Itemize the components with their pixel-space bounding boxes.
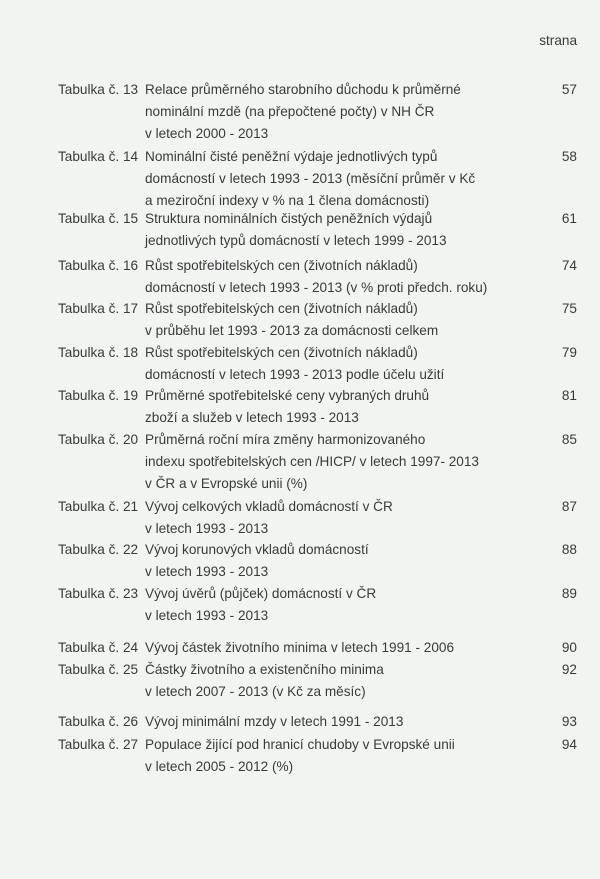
title-line: a meziroční indexy v % na 1 člena domácnosti) [145, 193, 430, 208]
title-line: v letech 2005 - 2012 (%) [145, 759, 294, 774]
title-line: v ČR a v Evropské unii (%) [145, 476, 308, 491]
title-line: v průběhu let 1993 - 2013 za domácnosti celkem [145, 323, 439, 338]
page-number: 74 [561, 258, 577, 273]
table-title [145, 342, 525, 386]
table-number: Tabulka č. 25 [58, 662, 139, 677]
page-number: 88 [561, 542, 577, 557]
table-title [145, 637, 525, 659]
table-number: Tabulka č. 22 [58, 542, 139, 557]
table-title [145, 146, 525, 212]
title-line: Vývoj minimální mzdy v letech 1991 - 2013 [145, 714, 404, 729]
title-line: zboží a služeb v letech 1993 - 2013 [145, 410, 359, 425]
table-number: Tabulka č. 27 [58, 737, 139, 752]
title-line: Nominální čisté peněžní výdaje jednotlivých typů [145, 149, 438, 164]
table-title [145, 659, 525, 703]
table-number: Tabulka č. 20 [58, 432, 139, 447]
table-number: Tabulka č. 16 [58, 258, 139, 273]
page-number: 94 [561, 737, 577, 752]
page-number: 79 [561, 345, 577, 360]
title-line: jednotlivých typů domácností v letech 1999 - 2013 [145, 233, 447, 248]
title-line: indexu spotřebitelských cen /HICP/ v letech 1997- 2013 [145, 454, 479, 469]
page-number: 92 [561, 662, 577, 677]
table-title [145, 79, 525, 145]
page-number: 58 [561, 149, 577, 164]
table-number: Tabulka č. 15 [58, 211, 139, 226]
title-line: v letech 2007 - 2013 (v Kč za měsíc) [145, 684, 366, 699]
table-number: Tabulka č. 24 [58, 640, 139, 655]
page-number: 85 [561, 432, 577, 447]
title-line: Struktura nominálních čistých peněžních výdajů [145, 211, 433, 226]
title-line: Částky životního a existenčního minima [145, 662, 384, 677]
table-title [145, 583, 525, 627]
page-number: 89 [561, 586, 577, 601]
table-title [145, 208, 525, 252]
table-title [145, 496, 525, 540]
table-title [145, 734, 525, 778]
title-line: Vývoj částek životního minima v letech 1991 - 2006 [145, 640, 455, 655]
title-line: Růst spotřebitelských cen (životních nákladů) [145, 258, 418, 273]
table-number: Tabulka č. 23 [58, 586, 139, 601]
table-number: Tabulka č. 18 [58, 345, 139, 360]
table-number: Tabulka č. 13 [58, 82, 139, 97]
table-title [145, 429, 525, 495]
table-number: Tabulka č. 19 [58, 388, 139, 403]
page-number: 75 [561, 301, 577, 316]
table-title [145, 298, 525, 342]
title-line: nominální mzdě (na přepočtené počty) v NH ČR [145, 104, 435, 119]
table-title [145, 255, 525, 299]
page-number: 57 [561, 82, 577, 97]
page-number: 93 [561, 714, 577, 729]
title-line: Vývoj úvěrů (půjček) domácností v ČR [145, 586, 377, 601]
title-line: Průměrná roční míra změny harmonizovaného [145, 432, 426, 447]
title-line: Relace průměrného starobního důchodu k průměrné [145, 82, 461, 97]
table-number: Tabulka č. 14 [58, 149, 139, 164]
title-line: Růst spotřebitelských cen (životních nákladů) [145, 301, 418, 316]
title-line: domácností v letech 1993 - 2013 (v % proti předch. roku) [145, 280, 488, 295]
table-number: Tabulka č. 21 [58, 499, 139, 514]
title-line: Populace žijící pod hranicí chudoby v Evropské unii [145, 737, 455, 752]
title-line: Růst spotřebitelských cen (životních nákladů) [145, 345, 418, 360]
table-number: Tabulka č. 26 [58, 714, 139, 729]
page-number: 61 [561, 211, 577, 226]
title-line: domácností v letech 1993 - 2013 (měsíční průměr v Kč [145, 171, 476, 186]
title-line: v letech 2000 - 2013 [145, 126, 269, 141]
table-number: Tabulka č. 17 [58, 301, 139, 316]
table-title [145, 539, 525, 583]
table-title [145, 711, 525, 733]
title-line: Vývoj celkových vkladů domácností v ČR [145, 499, 393, 514]
page-column-header: strana [539, 33, 577, 48]
title-line: v letech 1993 - 2013 [145, 564, 269, 579]
title-line: Vývoj korunových vkladů domácností [145, 542, 369, 557]
title-line: v letech 1993 - 2013 [145, 521, 269, 536]
page-number: 81 [561, 388, 577, 403]
title-line: Průměrné spotřebitelské ceny vybraných druhů [145, 388, 430, 403]
page-number: 90 [561, 640, 577, 655]
title-line: domácností v letech 1993 - 2013 podle účelu užití [145, 367, 445, 382]
table-title [145, 385, 525, 429]
page-number: 87 [561, 499, 577, 514]
title-line: v letech 1993 - 2013 [145, 608, 269, 623]
